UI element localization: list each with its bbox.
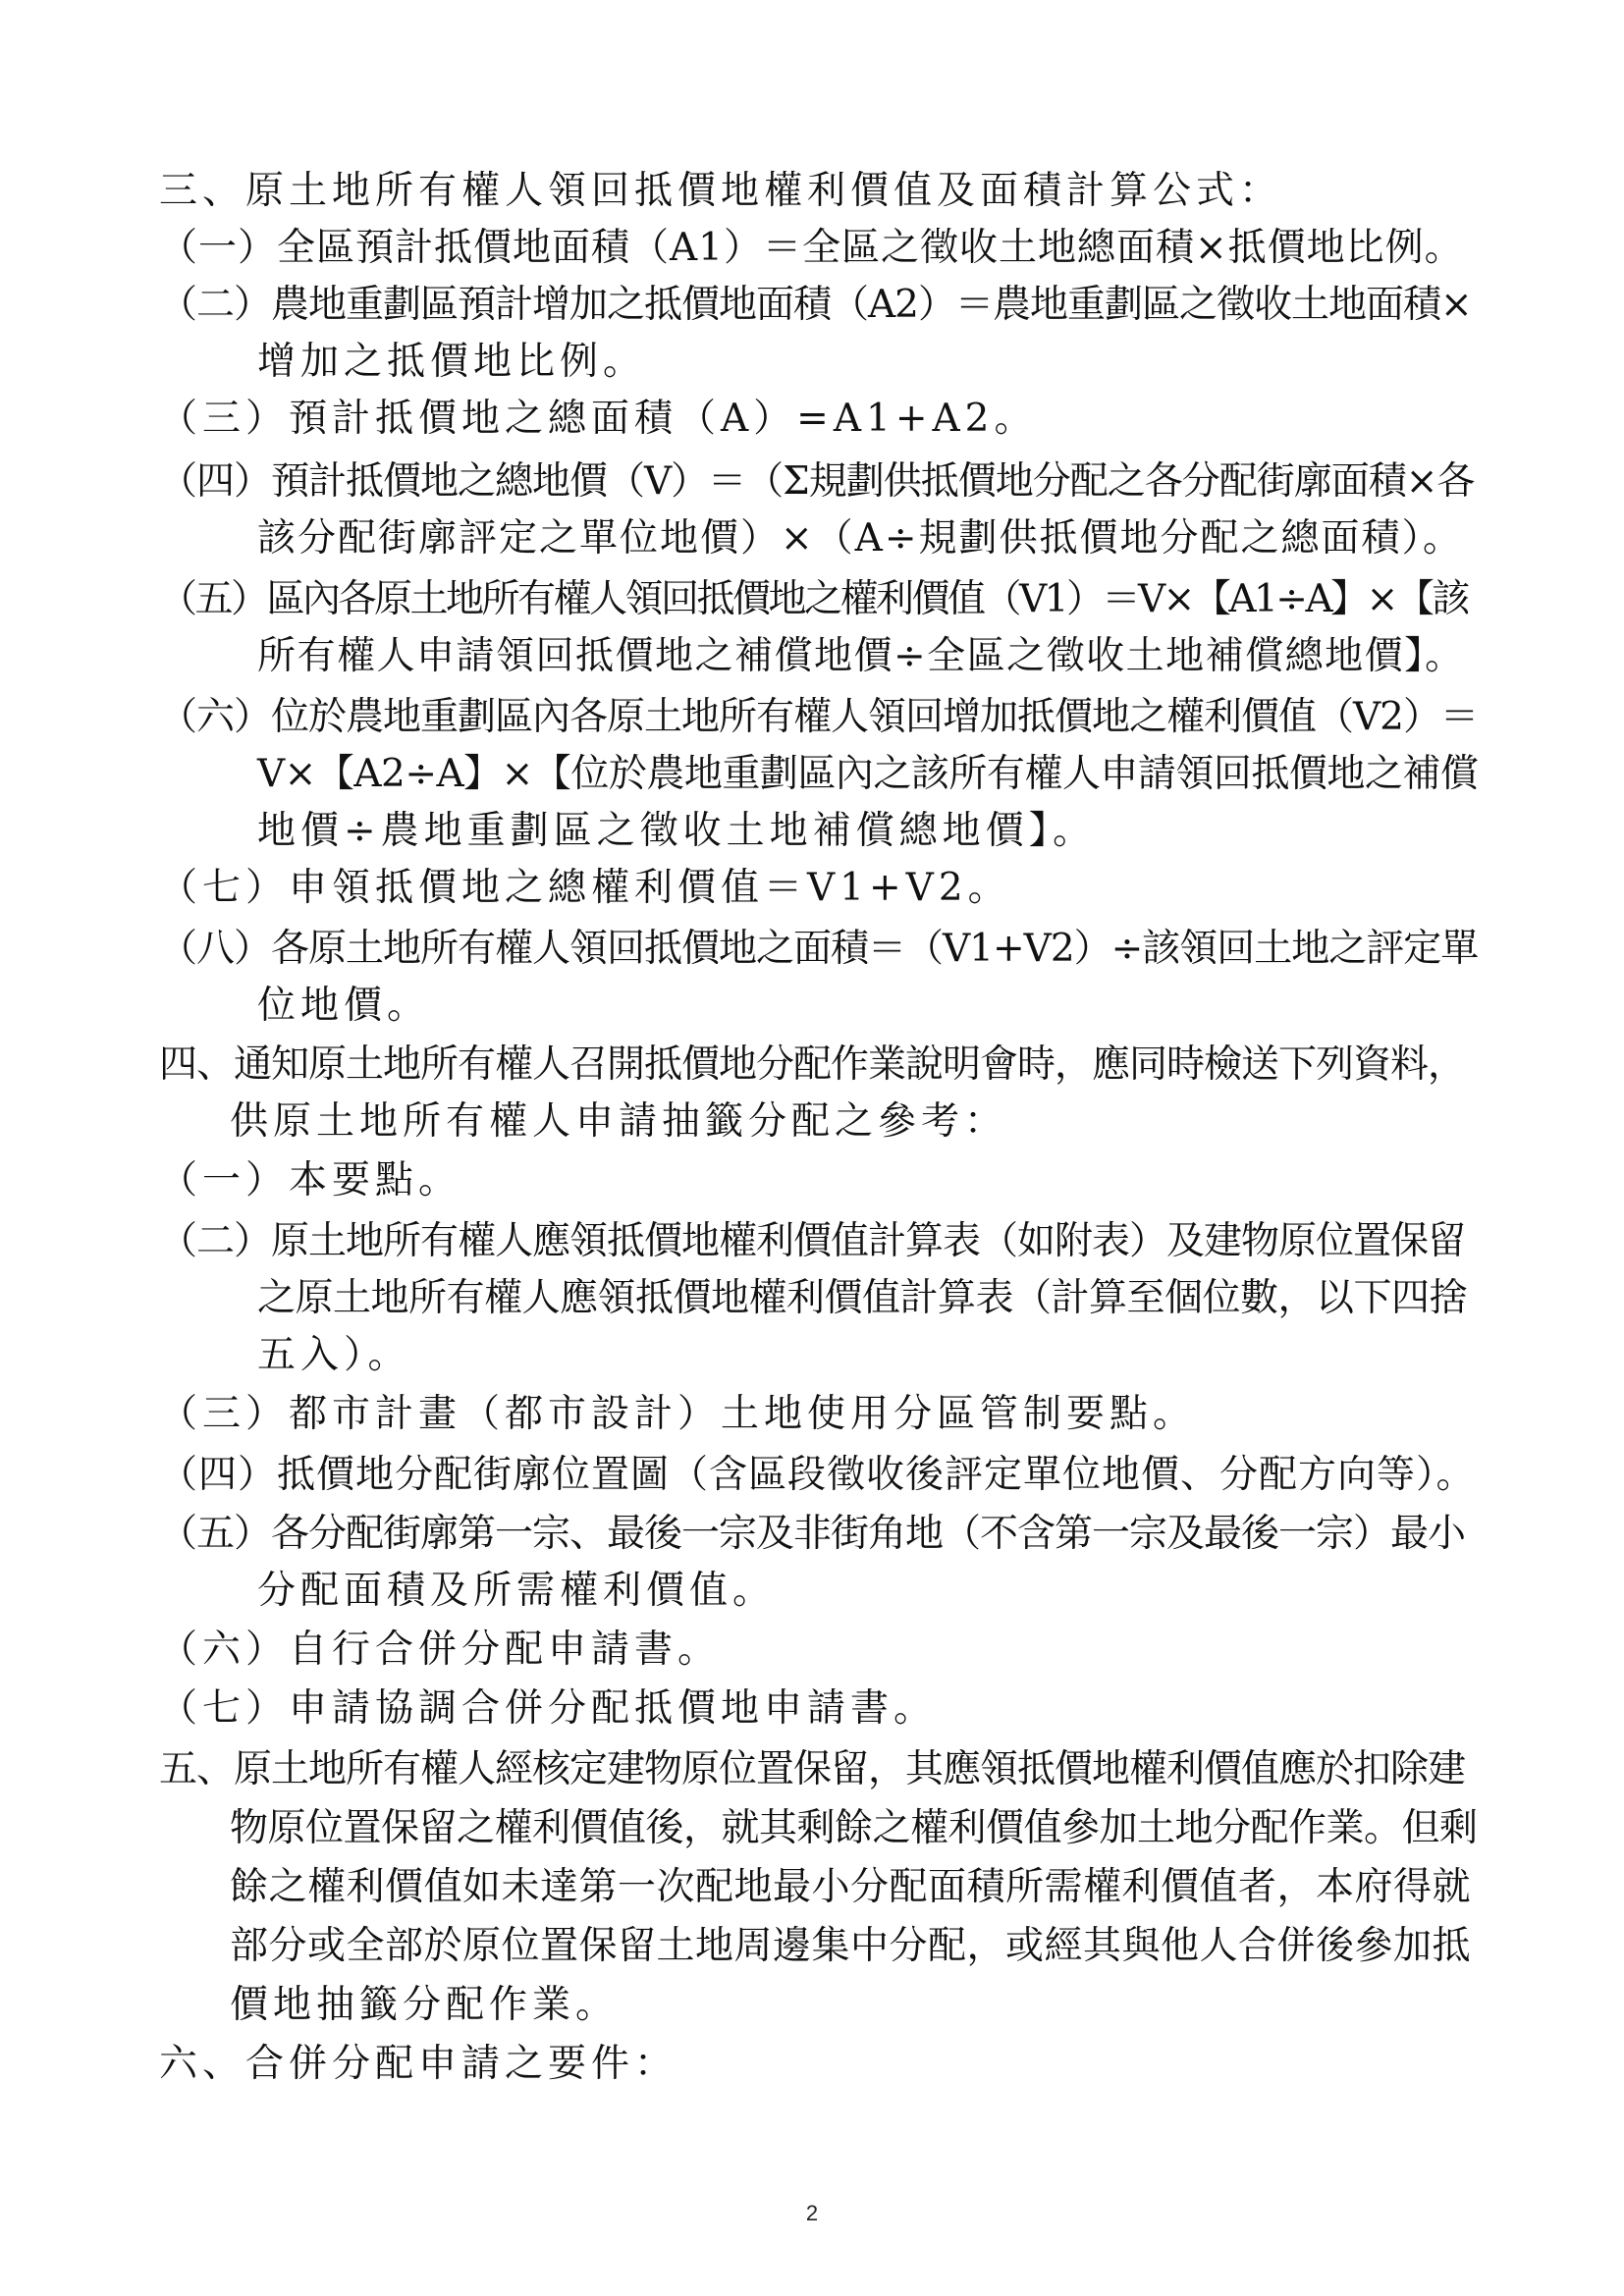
item-3-2: （二）農地重劃區預計增加之抵價地面積（A2）＝農地重劃區之徵收土地面積×	[159, 283, 1472, 327]
section-3-heading: 三、原土地所有權人領回抵價地權利價值及面積計算公式：	[159, 169, 1283, 213]
item-4-5: （五）各分配街廓第一宗、最後一宗及非街角地（不含第一宗及最後一宗）最小	[159, 1512, 1466, 1556]
item-3-4-cont: 該分配街廓評定之單位地價）×（A÷規劃供抵價地分配之總面積）。	[257, 516, 1464, 561]
section-5-cont-4: 價地抽籤分配作業。	[230, 1983, 620, 2027]
item-4-6: （六）自行合併分配申請書。	[159, 1628, 722, 1672]
section-5-cont-2: 餘之權利價值如未達第一次配地最小分配面積所需權利價值者，本府得就	[230, 1865, 1472, 1909]
section-5-cont-1: 物原位置保留之權利價值後，就其剩餘之權利價值參加土地分配作業。但剩	[230, 1806, 1478, 1850]
item-3-8-cont: 位地價。	[257, 984, 431, 1028]
section-4-heading: 四、通知原土地所有權人召開抵價地分配作業說明會時，應同時檢送下列資料，	[159, 1042, 1466, 1087]
item-3-1: （一）全區預計抵價地面積（A1）＝全區之徵收土地總面積×抵價地比例。	[159, 226, 1464, 270]
item-3-6-cont-1: V×【A2÷A】×【位於農地重劃區內之該所有權人申請領回抵價地之補償	[257, 752, 1479, 796]
section-5-cont-3: 部分或全部於原位置保留土地周邊集中分配，或經其與他人合併後參加抵	[230, 1924, 1472, 1968]
section-5-heading: 五、原土地所有權人經核定建物原位置保留，其應領抵價地權利價值應於扣除建	[159, 1747, 1466, 1791]
item-3-2-cont: 增加之抵價地比例。	[257, 340, 647, 384]
item-4-4: （四）抵價地分配街廓位置圖（含區段徵收後評定單位地價、分配方向等）。	[159, 1453, 1476, 1497]
item-3-4: （四）預計抵價地之總地價（V）＝（Σ規劃供抵價地分配之各分配街廓面積×各	[159, 459, 1475, 504]
item-4-2: （二）原土地所有權人應領抵價地權利價值計算表（如附表）及建物原位置保留	[159, 1219, 1466, 1263]
page-number: 2	[805, 2201, 819, 2225]
item-4-2-cont-2: 五入）。	[257, 1333, 411, 1377]
item-4-3: （三）都市計畫（都市設計）土地使用分區管制要點。	[159, 1392, 1197, 1436]
item-3-6: （六）位於農地重劃區內各原土地所有權人領回增加抵價地之權利價值（V2）＝	[159, 695, 1478, 739]
section-6-heading: 六、合併分配申請之要件：	[159, 2042, 678, 2086]
item-3-7: （七）申領抵價地之總權利價值＝V1+V2。	[159, 866, 1011, 910]
item-3-6-cont-2: 地價÷農地重劃區之徵收土地補償總地價】。	[257, 809, 1097, 853]
item-3-5-cont: 所有權人申請領回抵價地之補償地價÷全區之徵收土地補償總地價】。	[257, 634, 1465, 678]
section-4-heading-cont: 供原土地所有權人申請抽籤分配之參考：	[230, 1099, 1008, 1144]
item-3-5: （五）區內各原土地所有權人領回抵價地之權利價值（V1）＝V×【A1÷A】×【該	[159, 577, 1468, 621]
item-3-3: （三）預計抵價地之總面積（A）=A1+A2。	[159, 397, 1038, 441]
item-4-1: （一）本要點。	[159, 1158, 462, 1202]
item-3-8: （八）各原土地所有權人領回抵價地之面積＝（V1+V2）÷該領回土地之評定單	[159, 927, 1479, 971]
item-4-7: （七）申請協調合併分配抵價地申請書。	[159, 1686, 938, 1731]
item-4-2-cont-1: 之原土地所有權人應領抵價地權利價值計算表（計算至個位數，以下四捨	[257, 1276, 1468, 1320]
item-4-5-cont: 分配面積及所需權利價值。	[257, 1569, 777, 1613]
